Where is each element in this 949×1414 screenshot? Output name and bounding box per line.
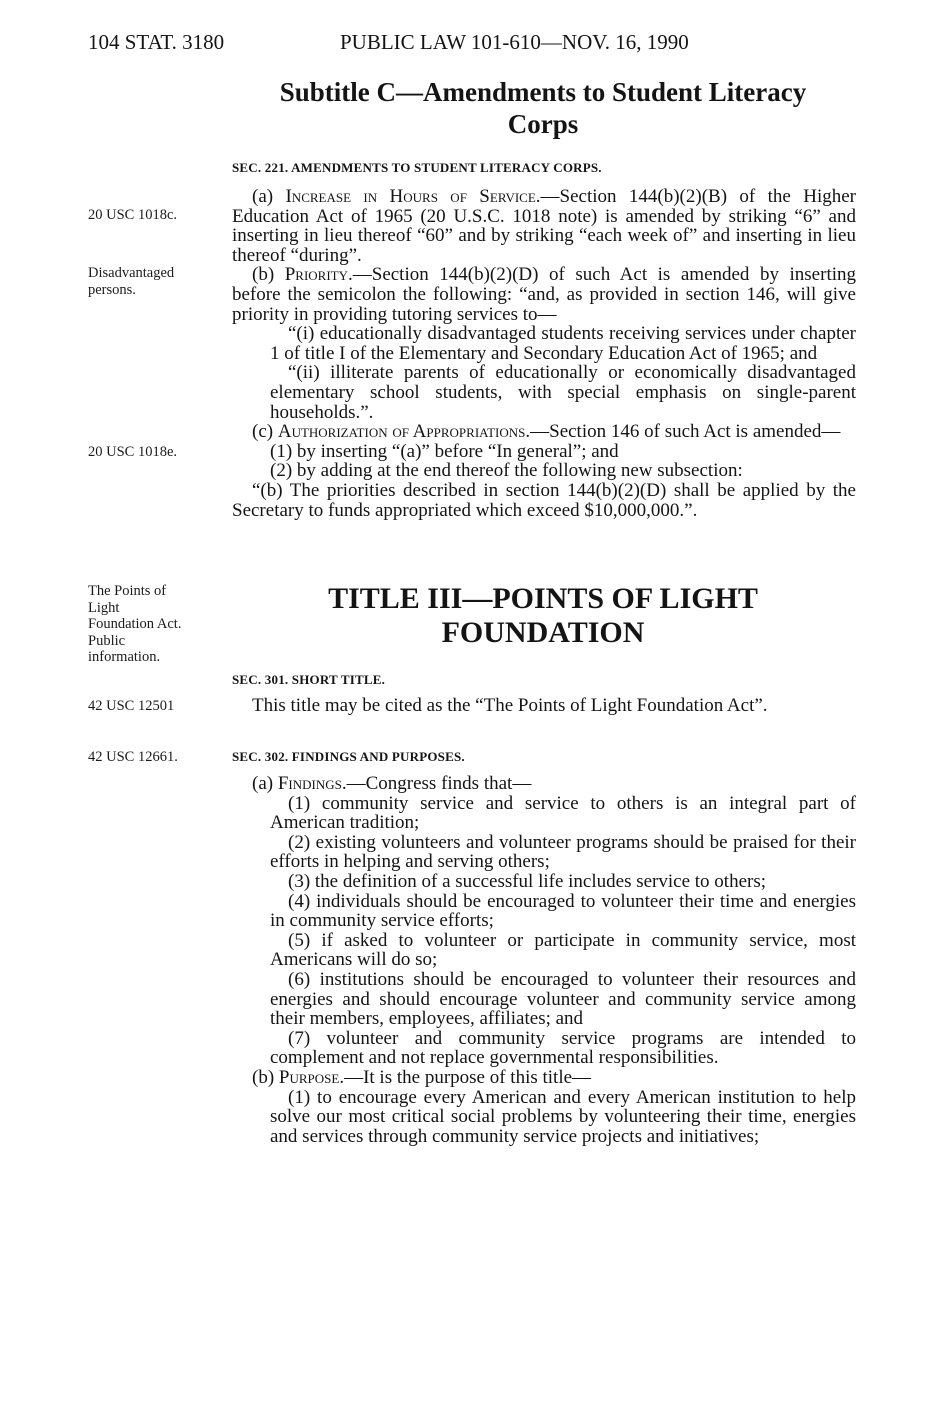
- finding-item: (1) community service and service to others is an integral part of American tradition;: [270, 792, 856, 834]
- findings-lead: (a) Findings.—Congress finds that—: [252, 773, 532, 794]
- finding-item: (4) individuals should be encouraged to volunteer their time and energies in community service efforts;: [270, 890, 856, 932]
- title-iii-heading: [232, 582, 854, 650]
- paragraph-b: (b) Priority.—Section 144(b)(2)(D) of such Act is amended by inserting before the semicolon the following: “and, as provided in section 146, will give priority in providing tutoring services to—: [232, 264, 856, 325]
- finding-item: (5) if asked to volunteer or participate in community service, most Americans will do so;: [270, 929, 856, 971]
- subtitle-heading-line2: Corps: [507, 109, 579, 139]
- section-302-heading: SEC. 302. FINDINGS AND PURPOSES.: [232, 749, 465, 764]
- page-reference: 104 STAT. 3180: [88, 30, 225, 54]
- margin-note-points-of-light: [88, 583, 218, 666]
- paragraph-c-quote: “(b) The priorities described in section 144(b)(2)(D) shall be applied by the Secretary to funds appropriated which exceed $10,000,000.”.: [232, 479, 856, 521]
- clause-ii: “(ii) illiterate parents of educationally or economically disadvantaged elementary school students, with special emphasis on single-parent households.”.: [270, 362, 856, 423]
- section-221-body: [232, 187, 856, 520]
- purpose-heading: Purpose: [278, 1066, 340, 1088]
- subtitle-heading-line1: Subtitle C—Amendments to Student Literacy: [279, 77, 807, 107]
- finding-item: (7) volunteer and community service programs are intended to complement and not replace governmental responsibilities.: [270, 1027, 856, 1069]
- paragraph-b-text: .—Section 144(b)(2)(D) of such Act is amended by inserting before the semicolon the following: “and, as provided in section 146, will give priority in providing tutoring services to—: [232, 264, 856, 325]
- paragraph-c-item-1: (1) by inserting “(a)” before “In general”; and: [270, 440, 619, 462]
- margin-note-42usc12501: 42 USC 12501: [88, 698, 175, 714]
- margin-note-line: The Points of: [88, 583, 167, 599]
- findings-heading: Findings: [277, 773, 342, 794]
- margin-note-line: Foundation Act.: [88, 616, 182, 632]
- section-302-body: [232, 774, 856, 1146]
- paragraph-c: (c) Authorization of Appropriations.—Section 146 of such Act is amended—: [252, 421, 841, 443]
- clause-i: “(i) educationally disadvantaged students receiving services under chapter 1 of title I of the Elementary and Secondary Education Act of 1965; and: [270, 323, 856, 364]
- paragraph-c-heading: Authorization of Appropriations: [277, 421, 526, 443]
- finding-item: (2) existing volunteers and volunteer programs should be praised for their efforts in helping and serving others;: [270, 831, 856, 873]
- purpose-lead: (b) Purpose.—It is the purpose of this title—: [252, 1066, 592, 1088]
- margin-note-20usc1018e: 20 USC 1018e.: [88, 444, 178, 460]
- margin-note-line: Public: [88, 632, 126, 649]
- findings-lead-text: .—Congress finds that—: [341, 773, 532, 794]
- purpose-item: (1) to encourage every American and every American institution to help solve our most critical social problems by volunteering their time, energies and services through community service projects and initiatives;: [270, 1086, 856, 1147]
- short-title-text: This title may be cited as the “The Points of Light Foundation Act”.: [252, 695, 768, 716]
- section-301-body: [232, 696, 856, 716]
- margin-note-line: information.: [88, 649, 161, 665]
- section-221-heading: SEC. 221. AMENDMENTS TO STUDENT LITERACY CORPS.: [232, 160, 602, 175]
- paragraph-a-text: .—Section 144(b)(2)(B) of the Higher Education Act of 1965 (20 U.S.C. 1018 note) is amended by striking “6” and inserting in lieu thereof “60” and by striking “each week of” and inserting in lieu thereof “during”.: [232, 186, 856, 266]
- law-reference: PUBLIC LAW 101-610—NOV. 16, 1990: [340, 30, 689, 54]
- title-iii-heading-line2: FOUNDATION: [441, 616, 645, 649]
- section-301-heading: SEC. 301. SHORT TITLE.: [232, 672, 386, 687]
- paragraph-b-heading: Priority: [284, 264, 348, 286]
- finding-item: (3) the definition of a successful life includes service to others;: [288, 870, 767, 892]
- margin-note-line: Light: [88, 599, 120, 616]
- paragraph-a: (a) Increase in Hours of Service.—Section 144(b)(2)(B) of the Higher Education Act of 1965 (20 U.S.C. 1018 note) is amended by striking “6” and inserting in lieu thereof “60” and by striking “each week of” and inserting in lieu thereof “during”.: [232, 186, 856, 266]
- subtitle-heading: [232, 76, 854, 140]
- paragraph-c-item-2: (2) by adding at the end thereof the following new subsection:: [270, 460, 743, 482]
- paragraph-a-heading: Increase in Hours of Service: [285, 186, 536, 207]
- finding-item: (6) institutions should be encouraged to volunteer their resources and energies and should encourage volunteer and community service among their members, employees, affiliates; and: [270, 968, 856, 1030]
- margin-note-line: persons.: [88, 281, 136, 298]
- margin-note-20usc1018c: 20 USC 1018c.: [88, 207, 178, 223]
- margin-note-disadvantaged: [88, 265, 218, 298]
- title-iii-heading-line1: TITLE III—POINTS OF LIGHT: [328, 582, 758, 615]
- purpose-lead-text: .—It is the purpose of this title—: [339, 1066, 592, 1088]
- margin-note-42usc12661: 42 USC 12661.: [88, 749, 178, 765]
- margin-note-line: Disadvantaged: [88, 265, 175, 281]
- paragraph-c-text: .—Section 146 of such Act is amended—: [525, 421, 841, 443]
